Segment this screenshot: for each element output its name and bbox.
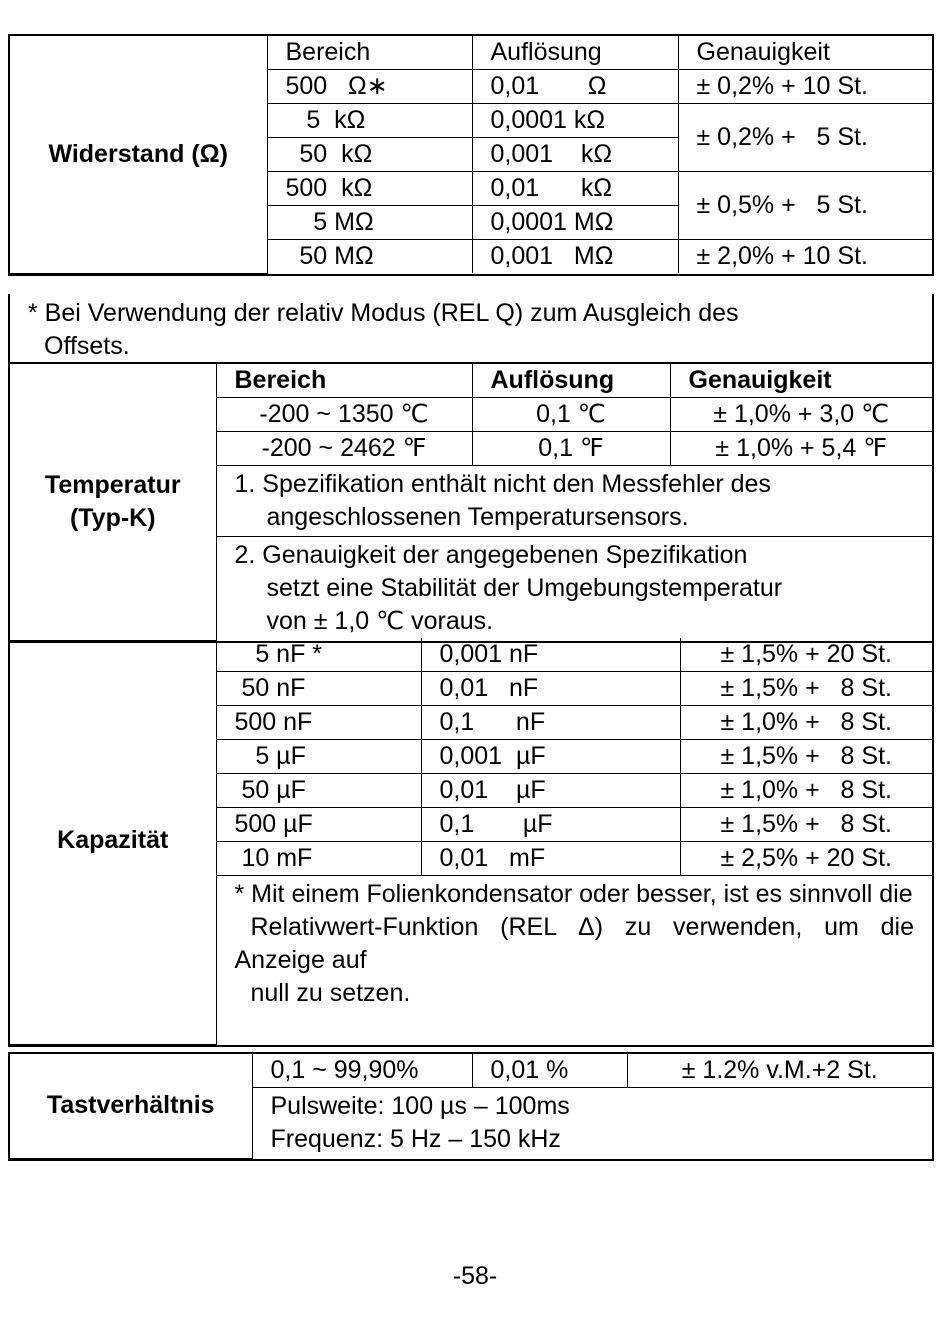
table-cell-range: 0,1 ~ 99,90%	[252, 1054, 472, 1088]
table-cell-range: 50 MΩ	[267, 240, 472, 274]
temperature-label-line-2: (Typ-K)	[69, 503, 156, 532]
table-cell-resolution: 0,1 ℃	[472, 398, 670, 432]
table-cell-resolution: 0,001 MΩ	[472, 240, 678, 274]
table-cell-resolution: 0,01 mF	[421, 842, 680, 876]
table-cell-resolution: 0,1 nF	[421, 706, 680, 740]
header-accuracy: Genauigkeit	[678, 36, 932, 70]
table-cell-accuracy: ± 2,0% + 10 St.	[678, 240, 932, 274]
table-cell-range: 5 nF *	[216, 638, 421, 672]
table-cell-resolution: 0,01 Ω	[472, 70, 678, 104]
table-cell-accuracy: ± 1,5% + 8 St.	[680, 808, 932, 842]
note-line: null zu setzen.	[250, 979, 411, 1007]
table-cell-resolution: 0,01 kΩ	[472, 172, 678, 206]
table-cell-resolution: 0,01 nF	[421, 672, 680, 706]
frequency-text: Frequenz: 5 Hz – 150 kHz	[270, 1125, 561, 1153]
table-cell-resolution: 0,1 ℉	[472, 432, 670, 466]
note-line: 1. Spezifikation enthält nicht den Messfehler des	[234, 470, 771, 498]
table-cell-accuracy: ± 1.2% v.M.+2 St.	[627, 1054, 932, 1088]
table-cell-resolution: 0,01 %	[472, 1054, 627, 1088]
table-cell-range: 50 nF	[216, 672, 421, 706]
table-cell-range: 500 Ω∗	[267, 70, 472, 104]
table-cell-accuracy: ± 0,5% + 5 St.	[678, 172, 932, 240]
table-cell-range: 500 kΩ	[267, 172, 472, 206]
note-line: von ± 1,0 ℃ voraus.	[266, 607, 494, 635]
capacitance-table	[10, 638, 932, 1045]
table-cell-accuracy: ± 1,0% + 3,0 ℃	[670, 398, 932, 432]
note-line: * Mit einem Folienkondensator oder besser, ist es sinnvoll die	[234, 880, 913, 908]
duty-cycle-table	[10, 1054, 932, 1159]
footnote-line-1: * Bei Verwendung der relativ Modus (REL Q) zum Ausgleich des	[28, 299, 739, 327]
duty-cycle-notes	[252, 1088, 932, 1159]
table-cell-accuracy: ± 1,0% + 8 St.	[680, 774, 932, 808]
table-cell-range: -200 ~ 2462 ℉	[216, 432, 472, 466]
table-cell-range: 50 µF	[216, 774, 421, 808]
table-cell-resolution: 0,001 nF	[421, 638, 680, 672]
temperature-label-line-1: Temperatur	[44, 470, 181, 499]
table-cell-resolution: 0,001 µF	[421, 740, 680, 774]
temperature-note-2	[216, 537, 932, 641]
duty-cycle-section	[8, 1052, 934, 1161]
table-cell-range: -200 ~ 1350 ℃	[216, 398, 472, 432]
resistance-section	[8, 34, 934, 276]
page-number: -58-	[452, 1262, 498, 1290]
note-line: 2. Genauigkeit der angegebenen Spezifikation	[234, 541, 748, 569]
footnote-line-2: Offsets.	[44, 332, 130, 360]
header-range: Bereich	[216, 364, 472, 398]
duty-cycle-label: Tastverhältnis	[10, 1054, 252, 1158]
table-cell-accuracy: ± 1,5% + 20 St.	[680, 638, 932, 672]
table-cell-range: 5 µF	[216, 740, 421, 774]
temperature-note-1	[216, 466, 932, 537]
header-range: Bereich	[267, 36, 472, 70]
resistance-table	[10, 36, 932, 274]
table-cell-range: 50 kΩ	[267, 138, 472, 172]
table-cell-resolution: 0,01 µF	[421, 774, 680, 808]
pulse-width-text: Pulsweite: 100 µs – 100ms	[270, 1092, 570, 1120]
resistance-label: Widerstand (Ω)	[10, 36, 267, 273]
header-accuracy: Genauigkeit	[670, 364, 932, 398]
capacitance-label: Kapazität	[10, 638, 216, 1044]
table-cell-accuracy: ± 1,5% + 8 St.	[680, 740, 932, 774]
capacitance-section	[8, 638, 934, 1047]
table-cell-accuracy: ± 1,0% + 8 St.	[680, 706, 932, 740]
table-cell-resolution: 0,1 µF	[421, 808, 680, 842]
capacitance-note	[216, 876, 932, 1045]
table-cell-range: 10 mF	[216, 842, 421, 876]
header-resolution: Auflösung	[472, 36, 678, 70]
note-line: Relativwert-Funktion (REL Δ) zu verwenden, um die Anzeige auf	[234, 913, 914, 974]
note-line: angeschlossenen Temperatursensors.	[266, 503, 689, 531]
table-cell-accuracy: ± 1,5% + 8 St.	[680, 672, 932, 706]
note-line: setzt eine Stabilität der Umgebungstemperatur	[266, 574, 783, 602]
table-cell-resolution: 0,0001 MΩ	[472, 206, 678, 240]
table-cell-accuracy: ± 1,0% + 5,4 ℉	[670, 432, 932, 466]
resistance-footnote	[8, 294, 934, 364]
temperature-table	[10, 364, 932, 641]
table-cell-accuracy: ± 2,5% + 20 St.	[680, 842, 932, 876]
table-cell-accuracy: ± 0,2% + 10 St.	[678, 70, 932, 104]
temperature-label	[10, 364, 216, 640]
table-cell-range: 5 kΩ	[267, 104, 472, 138]
table-cell-resolution: 0,0001 kΩ	[472, 104, 678, 138]
table-cell-resolution: 0,001 kΩ	[472, 138, 678, 172]
table-cell-range: 500 µF	[216, 808, 421, 842]
table-cell-accuracy: ± 0,2% + 5 St.	[678, 104, 932, 172]
header-resolution: Auflösung	[472, 364, 670, 398]
table-cell-range: 500 nF	[216, 706, 421, 740]
table-cell-range: 5 MΩ	[267, 206, 472, 240]
temperature-section	[8, 362, 934, 643]
